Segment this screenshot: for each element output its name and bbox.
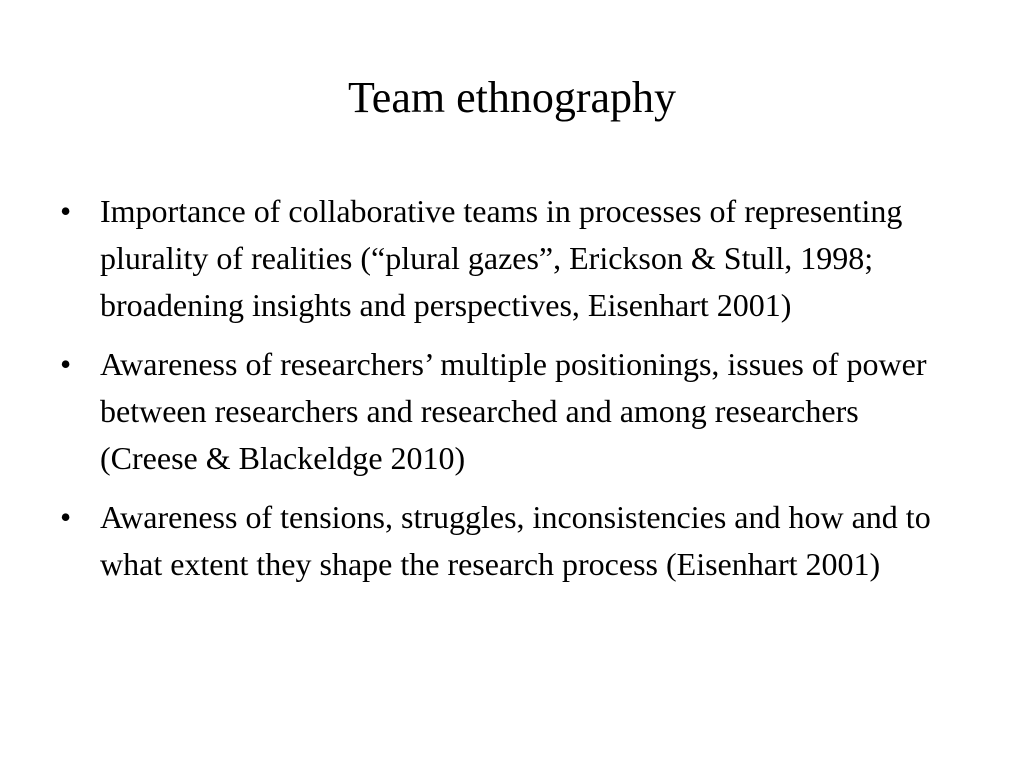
bullet-icon: • xyxy=(60,499,72,535)
bullet-list xyxy=(60,188,960,600)
bullet-icon: • xyxy=(60,193,72,229)
bullet-text: Importance of collaborative teams in processes of representing plurality of realities (“plural gazes”, Erickson & Stull, 1998; broadening insights and perspectives, Eisenhart 2001) xyxy=(100,193,903,323)
bullet-icon: • xyxy=(60,346,72,382)
bullet-text: Awareness of tensions, struggles, inconsistencies and how and to what extent they shape the research process (Eisenhart 2001) xyxy=(100,499,931,582)
bullet-text: Awareness of researchers’ multiple positionings, issues of power between researchers and researched and among researchers (Creese & Blackeldge 2010) xyxy=(100,346,927,476)
bullet-item-collaborative-teams xyxy=(60,188,960,329)
slide-title: Team ethnography xyxy=(347,73,677,122)
bullet-item-researcher-positionings xyxy=(60,341,960,482)
bullet-item-tensions-struggles xyxy=(60,494,960,588)
